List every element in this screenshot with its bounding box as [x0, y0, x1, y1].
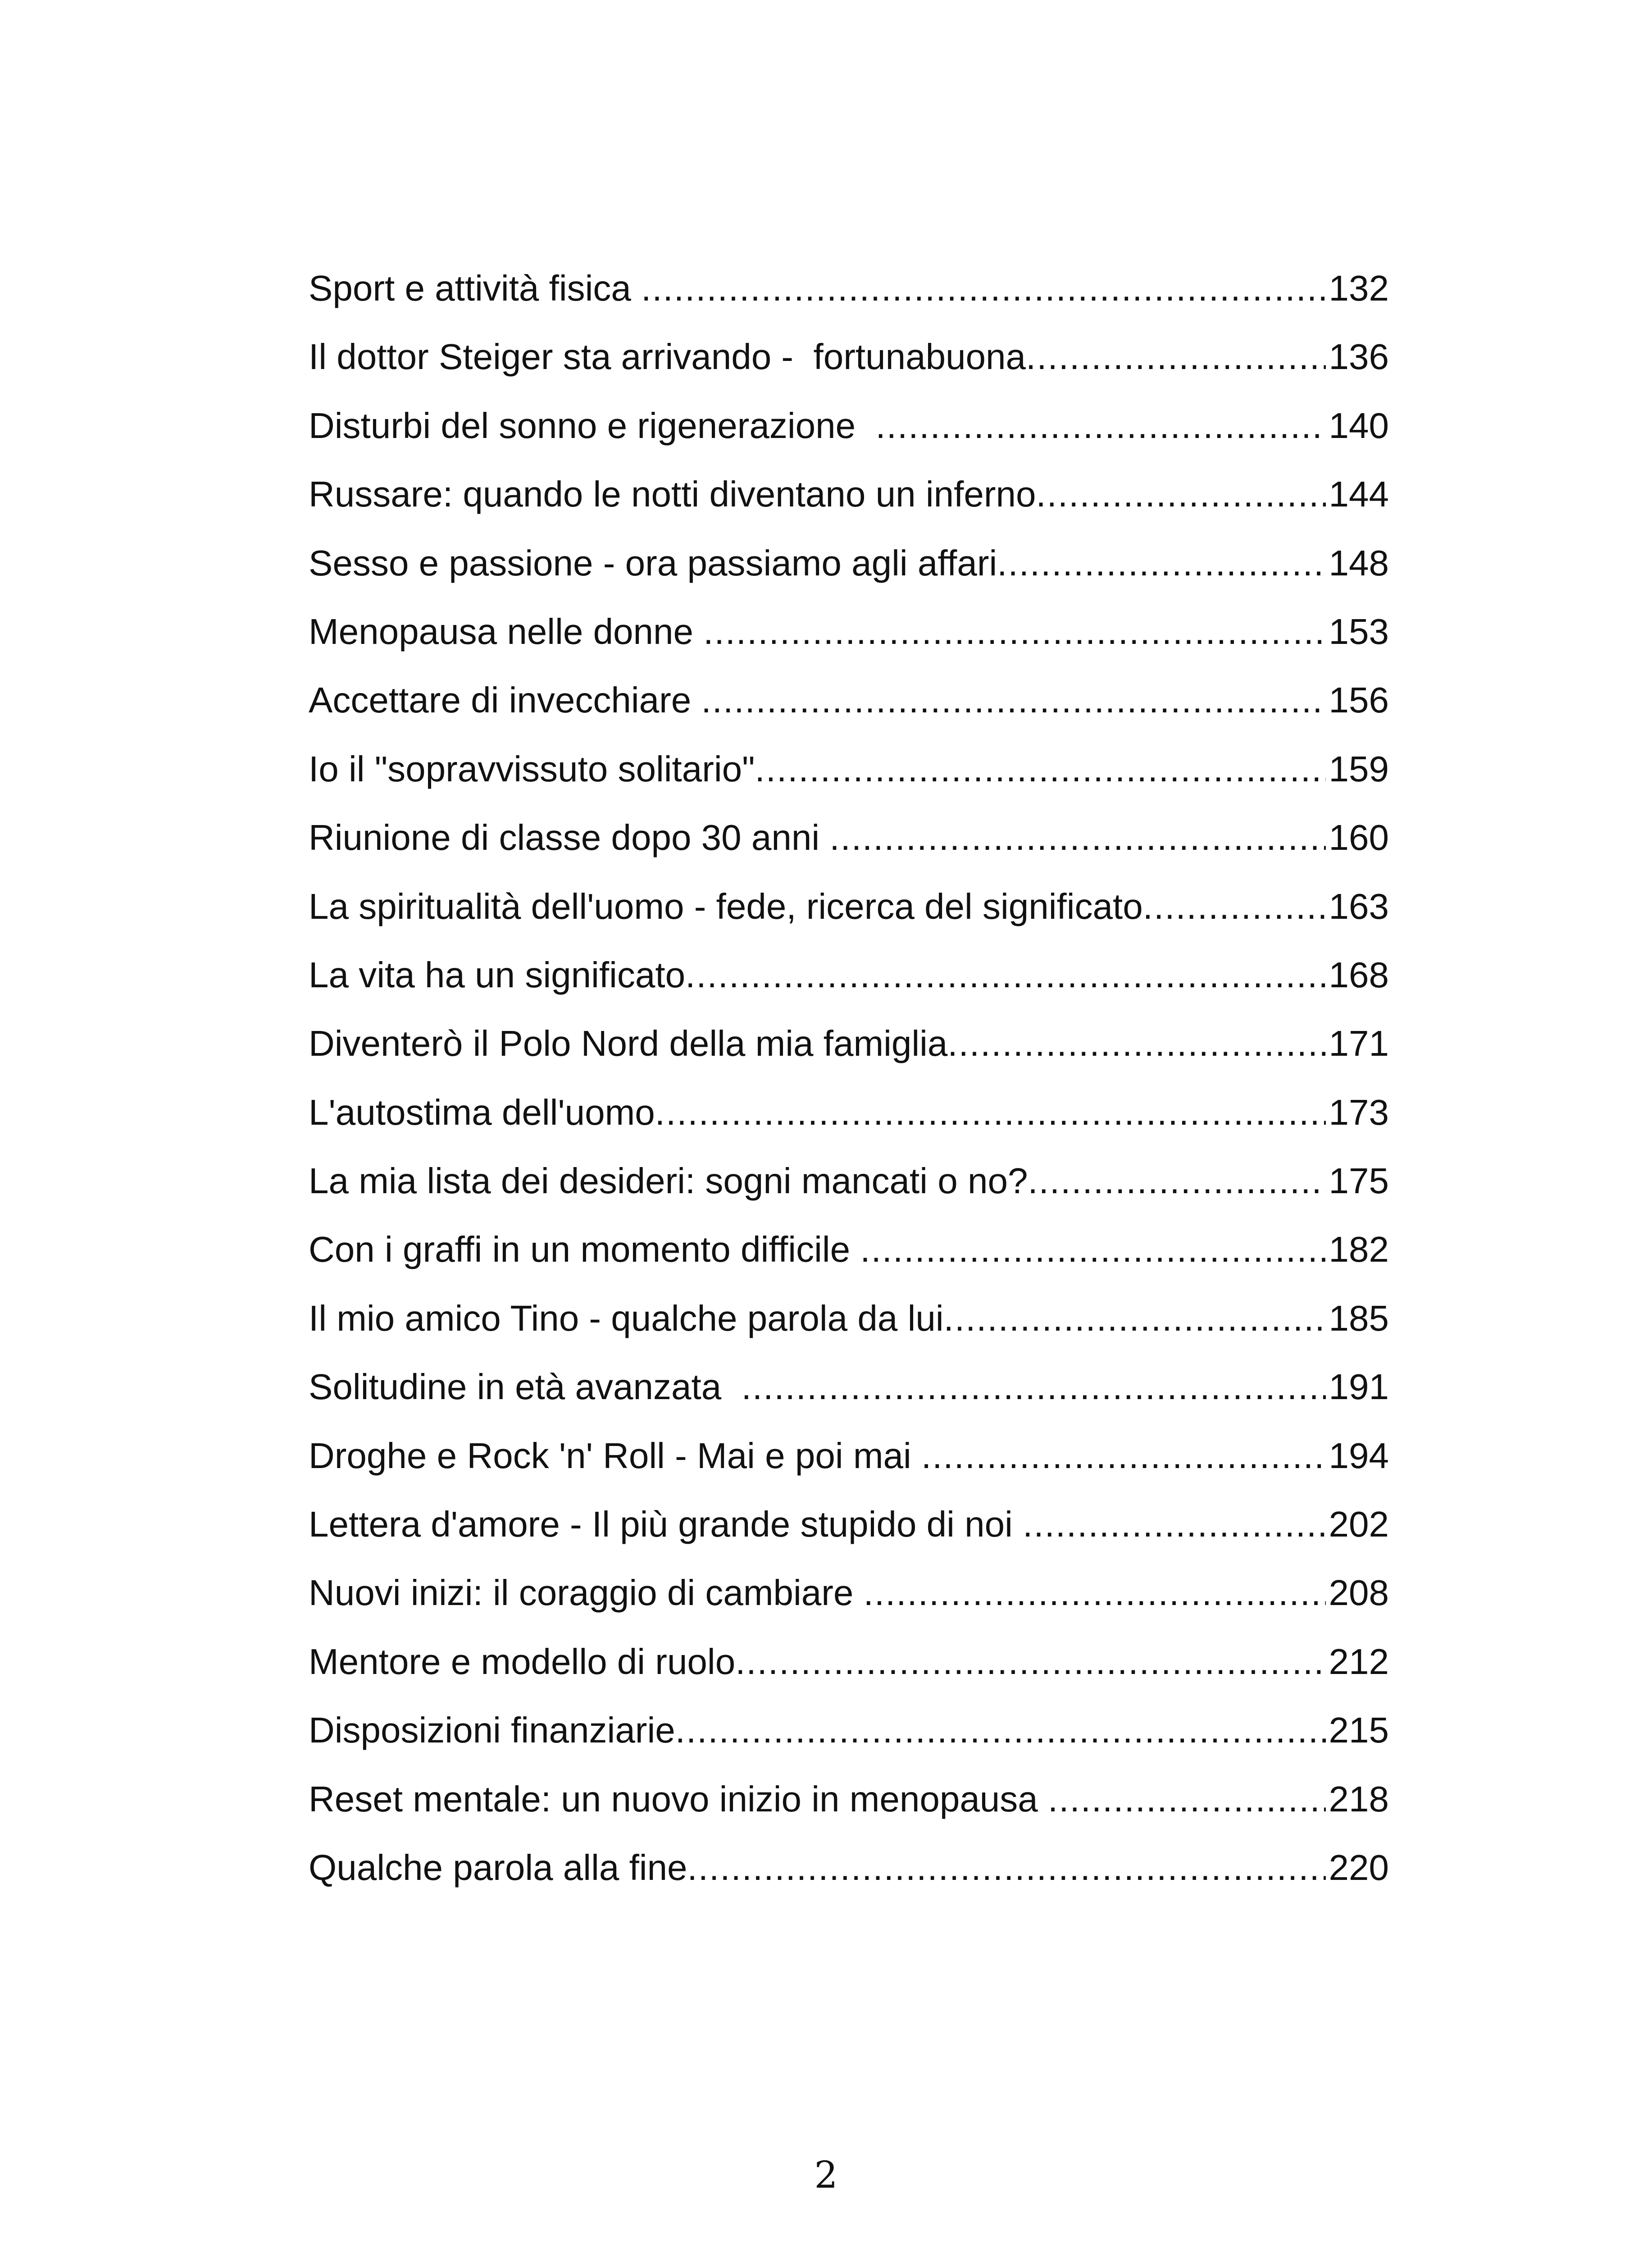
toc-entry[interactable]	[309, 1639, 1389, 1708]
toc-entry-title: La spiritualità dell'uomo - fede, ricerca del significato	[309, 886, 1143, 926]
toc-dot-leader	[655, 1090, 1326, 1135]
toc-entry-page: 173	[1329, 1092, 1389, 1132]
toc-entry-page: 148	[1329, 543, 1389, 583]
toc-entry[interactable]	[309, 747, 1389, 815]
toc-entry-page: 218	[1329, 1779, 1389, 1819]
toc-entry-title: Reset mentale: un nuovo inizio in menopausa	[309, 1779, 1048, 1819]
toc-dot-leader	[685, 953, 1326, 998]
toc-dot-leader	[641, 266, 1326, 311]
toc-entry[interactable]	[309, 334, 1389, 403]
toc-dot-leader	[944, 1296, 1326, 1341]
toc-entry-title: L'autostima dell'uomo	[309, 1092, 655, 1132]
toc-dot-leader	[947, 1021, 1326, 1066]
toc-entry-title: Il mio amico Tino - qualche parola da lui	[309, 1298, 944, 1338]
toc-entry[interactable]	[309, 266, 1389, 334]
toc-entry-page: 220	[1329, 1847, 1389, 1888]
toc-entry[interactable]	[309, 1158, 1389, 1227]
toc-dot-leader	[1036, 472, 1326, 517]
toc-entry-page: 215	[1329, 1710, 1389, 1751]
toc-entry-title: Disposizioni finanziarie	[309, 1710, 675, 1751]
toc-entry[interactable]	[309, 678, 1389, 746]
toc-entry-title: La vita ha un significato	[309, 954, 686, 995]
toc-entry-title: Riunione di classe dopo 30 anni	[309, 817, 830, 858]
toc-entry-page: 182	[1329, 1229, 1389, 1270]
toc-entry[interactable]	[309, 1090, 1389, 1158]
toc-entry[interactable]	[309, 609, 1389, 678]
toc-entry-title: Mentore e modello di ruolo	[309, 1641, 736, 1682]
table-of-contents	[309, 266, 1389, 1914]
toc-dot-leader	[1028, 1158, 1326, 1204]
toc-entry[interactable]	[309, 1502, 1389, 1570]
toc-entry-title: Io il "sopravvissuto solitario"	[309, 748, 755, 789]
toc-entry-title: Qualche parola alla fine	[309, 1847, 687, 1888]
toc-entry-title: La mia lista dei desideri: sogni mancati o no?	[309, 1161, 1028, 1201]
toc-entry-title: Russare: quando le notti diventano un inferno	[309, 474, 1036, 515]
toc-entry-page: 160	[1329, 817, 1389, 858]
toc-entry-page: 144	[1329, 474, 1389, 515]
toc-entry-title: Droghe e Rock 'n' Roll - Mai e poi mai	[309, 1435, 921, 1476]
toc-entry[interactable]	[309, 1296, 1389, 1364]
toc-entry-page: 212	[1329, 1641, 1389, 1682]
toc-entry-page: 185	[1329, 1298, 1389, 1338]
toc-dot-leader	[1023, 1502, 1326, 1547]
toc-dot-leader	[742, 1364, 1326, 1409]
toc-entry[interactable]	[309, 1708, 1389, 1776]
toc-entry-title: Lettera d'amore - Il più grande stupido di noi	[309, 1504, 1023, 1545]
toc-entry-title: Il dottor Steiger sta arrivando - fortunabuona	[309, 337, 1026, 377]
page-number: 2	[814, 2154, 838, 2197]
toc-entry-title: Nuovi inizi: il coraggio di cambiare	[309, 1573, 864, 1613]
toc-entry-page: 208	[1329, 1573, 1389, 1613]
toc-entry[interactable]	[309, 1433, 1389, 1502]
toc-entry-page: 202	[1329, 1504, 1389, 1545]
toc-dot-leader	[735, 1639, 1326, 1684]
toc-entry-page: 163	[1329, 886, 1389, 926]
toc-entry[interactable]	[309, 472, 1389, 540]
toc-entry[interactable]	[309, 953, 1389, 1021]
toc-entry-title: Diventerò il Polo Nord della mia famiglia	[309, 1023, 948, 1064]
toc-entry[interactable]	[309, 403, 1389, 472]
toc-dot-leader	[1143, 884, 1326, 929]
toc-entry-page: 171	[1329, 1023, 1389, 1064]
toc-entry-page: 194	[1329, 1435, 1389, 1476]
toc-dot-leader	[1048, 1777, 1326, 1822]
toc-entry-page: 175	[1329, 1161, 1389, 1201]
toc-entry[interactable]	[309, 1364, 1389, 1433]
toc-entry-title: Solitudine in età avanzata	[309, 1367, 742, 1407]
toc-dot-leader	[703, 609, 1326, 654]
toc-entry[interactable]	[309, 1570, 1389, 1639]
toc-entry-page: 191	[1329, 1367, 1389, 1407]
toc-dot-leader	[876, 403, 1326, 448]
toc-dot-leader	[921, 1433, 1326, 1478]
toc-entry-title: Accettare di invecchiare	[309, 680, 701, 721]
toc-entry-title: Disturbi del sonno e rigenerazione	[309, 405, 876, 446]
toc-entry[interactable]	[309, 1227, 1389, 1295]
toc-entry-title: Sesso e passione - ora passiamo agli affari	[309, 543, 997, 583]
toc-dot-leader	[701, 678, 1326, 723]
toc-entry-page: 140	[1329, 405, 1389, 446]
toc-entry[interactable]	[309, 541, 1389, 609]
toc-entry[interactable]	[309, 815, 1389, 884]
toc-dot-leader	[755, 747, 1326, 792]
toc-entry-title: Con i graffi in un momento difficile	[309, 1229, 860, 1270]
toc-dot-leader	[1026, 334, 1326, 379]
toc-entry-title: Menopausa nelle donne	[309, 611, 704, 652]
toc-entry[interactable]	[309, 1845, 1389, 1914]
toc-dot-leader	[675, 1708, 1326, 1753]
toc-entry-page: 156	[1329, 680, 1389, 721]
toc-entry-page: 168	[1329, 954, 1389, 995]
toc-entry-page: 136	[1329, 337, 1389, 377]
toc-entry-page: 153	[1329, 611, 1389, 652]
toc-dot-leader	[864, 1570, 1326, 1615]
toc-entry-page: 132	[1329, 268, 1389, 308]
toc-dot-leader	[687, 1845, 1326, 1890]
toc-entry[interactable]	[309, 1021, 1389, 1090]
toc-entry[interactable]	[309, 1777, 1389, 1845]
toc-dot-leader	[829, 815, 1326, 860]
toc-entry-title: Sport e attività fisica	[309, 268, 642, 308]
toc-dot-leader	[997, 541, 1326, 586]
toc-dot-leader	[860, 1227, 1326, 1272]
toc-entry[interactable]	[309, 884, 1389, 953]
toc-entry-page: 159	[1329, 748, 1389, 789]
